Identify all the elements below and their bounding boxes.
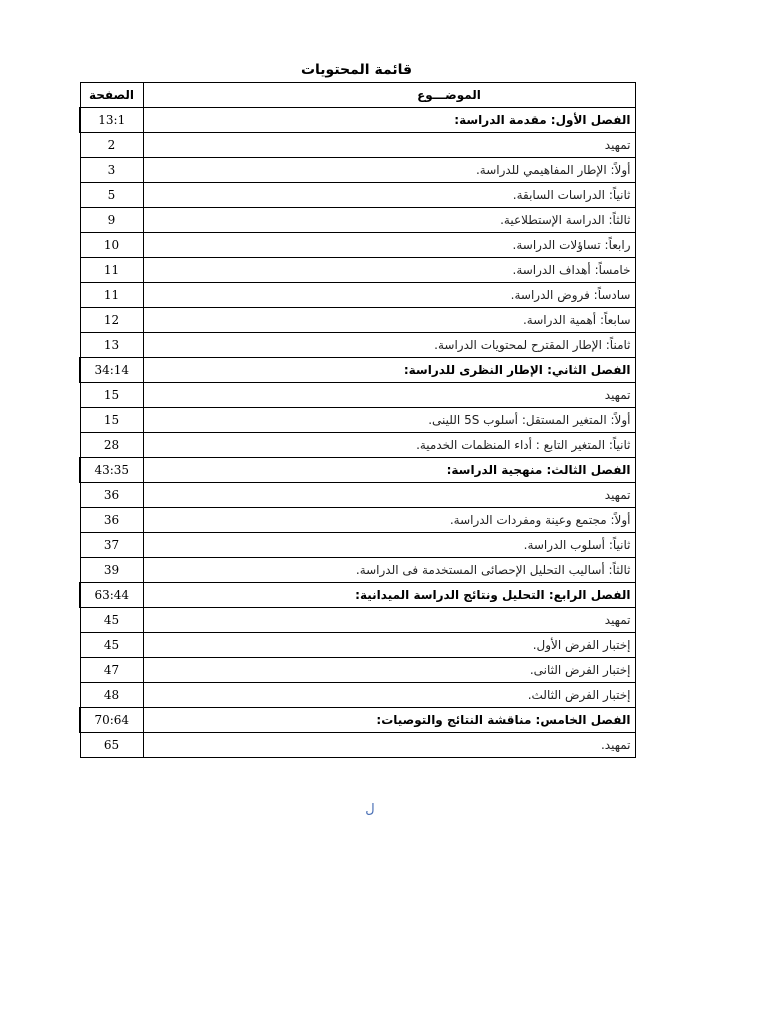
- topic-cell: سابعاً: أهمية الدراسة.: [143, 308, 635, 333]
- chapter-row: [80, 458, 635, 483]
- table-row: [80, 183, 635, 208]
- table-header-row: [80, 83, 635, 108]
- topic-cell: إختبار الفرض الثالث.: [143, 683, 635, 708]
- topic-cell: ثامناً: الإطار المقترح لمحتويات الدراسة.: [143, 333, 635, 358]
- table-row: [80, 158, 635, 183]
- topic-cell: تمهيد: [143, 133, 635, 158]
- table-row: [80, 283, 635, 308]
- table-row: [80, 508, 635, 533]
- page-number-cell: 11: [80, 283, 143, 308]
- contents-table: [79, 82, 636, 758]
- table-row: [80, 608, 635, 633]
- page-number-cell: 12: [80, 308, 143, 333]
- topic-cell: تمهيد: [143, 483, 635, 508]
- topic-cell: تمهيد: [143, 383, 635, 408]
- page-number-cell: 45: [80, 608, 143, 633]
- page-number-cell: 3: [80, 158, 143, 183]
- table-row: [80, 233, 635, 258]
- topic-cell: ثانياً: أسلوب الدراسة.: [143, 533, 635, 558]
- table-body: [80, 108, 635, 758]
- table-row: [80, 258, 635, 283]
- footer-page-mark: ل: [365, 802, 375, 817]
- table-row: [80, 558, 635, 583]
- page-number-cell: 36: [80, 483, 143, 508]
- page-number-cell: 36: [80, 508, 143, 533]
- page-number-cell: 45: [80, 633, 143, 658]
- table-row: [80, 633, 635, 658]
- page-number-cell: 2: [80, 133, 143, 158]
- table-row: [80, 483, 635, 508]
- table-row: [80, 433, 635, 458]
- chapter-row: [80, 708, 635, 733]
- page-number-cell: 34:14: [80, 358, 143, 383]
- page-number-cell: 43:35: [80, 458, 143, 483]
- page-number-cell: 48: [80, 683, 143, 708]
- table-row: [80, 658, 635, 683]
- table-row: [80, 308, 635, 333]
- page-number-cell: 65: [80, 733, 143, 758]
- page-number-cell: 11: [80, 258, 143, 283]
- table-row: [80, 533, 635, 558]
- topic-column-header: [143, 83, 635, 108]
- topic-cell: أولاً: مجتمع وعينة ومفردات الدراسة.: [143, 508, 635, 533]
- topic-cell: سادساً: فروض الدراسة.: [143, 283, 635, 308]
- page-number-cell: 39: [80, 558, 143, 583]
- topic-cell: الفصل الخامس: مناقشة النتائج والتوصيات:: [143, 708, 635, 733]
- topic-cell: الفصل الرابع: التحليل ونتائج الدراسة الميدانية:: [143, 583, 635, 608]
- chapter-row: [80, 358, 635, 383]
- page-number-cell: 63:44: [80, 583, 143, 608]
- topic-cell: الفصل الأول: مقدمة الدراسة:: [143, 108, 635, 133]
- chapter-row: [80, 108, 635, 133]
- topic-cell: ثالثاً: أساليب التحليل الإحصائى المستخدمة فى الدراسة.: [143, 558, 635, 583]
- topic-cell: ثانياً: المتغير التابع : أداء المنظمات الخدمية.: [143, 433, 635, 458]
- table-row: [80, 333, 635, 358]
- page-number-cell: 5: [80, 183, 143, 208]
- page-number-cell: 9: [80, 208, 143, 233]
- table-row: [80, 733, 635, 758]
- page-number-cell: 15: [80, 408, 143, 433]
- topic-cell: ثالثاً: الدراسة الإستطلاعية.: [143, 208, 635, 233]
- topic-cell: رابعاً: تساؤلات الدراسة.: [143, 233, 635, 258]
- page-number-cell: 47: [80, 658, 143, 683]
- page-number-cell: 13:1: [80, 108, 143, 133]
- topic-cell: ثانياً: الدراسات السابقة.: [143, 183, 635, 208]
- topic-cell: الفصل الثالث: منهجية الدراسة:: [143, 458, 635, 483]
- page-number-cell: 28: [80, 433, 143, 458]
- table-row: [80, 408, 635, 433]
- topic-header-label: الموضـــوع: [417, 88, 481, 102]
- page-number-cell: 10: [80, 233, 143, 258]
- table-row: [80, 208, 635, 233]
- table-row: [80, 133, 635, 158]
- page-column-header: الصفحة: [80, 83, 143, 108]
- topic-cell: أولاً: المتغير المستقل: أسلوب 5S اللينى.: [143, 408, 635, 433]
- page-number-cell: 37: [80, 533, 143, 558]
- page-number-cell: 13: [80, 333, 143, 358]
- topic-cell: أولاً: الإطار المفاهيمي للدراسة.: [143, 158, 635, 183]
- table-row: [80, 683, 635, 708]
- topic-cell: إختبار الفرض الثانى.: [143, 658, 635, 683]
- chapter-row: [80, 583, 635, 608]
- topic-cell: تمهيد.: [143, 733, 635, 758]
- page-number-cell: 15: [80, 383, 143, 408]
- topic-cell: الفصل الثاني: الإطار النظرى للدراسة:: [143, 358, 635, 383]
- topic-cell: إختبار الفرض الأول.: [143, 633, 635, 658]
- table-row: [80, 383, 635, 408]
- page-title: قائمة المحتويات: [300, 62, 413, 78]
- page-number-cell: 70:64: [80, 708, 143, 733]
- topic-cell: خامساً: أهداف الدراسة.: [143, 258, 635, 283]
- topic-cell: تمهيد: [143, 608, 635, 633]
